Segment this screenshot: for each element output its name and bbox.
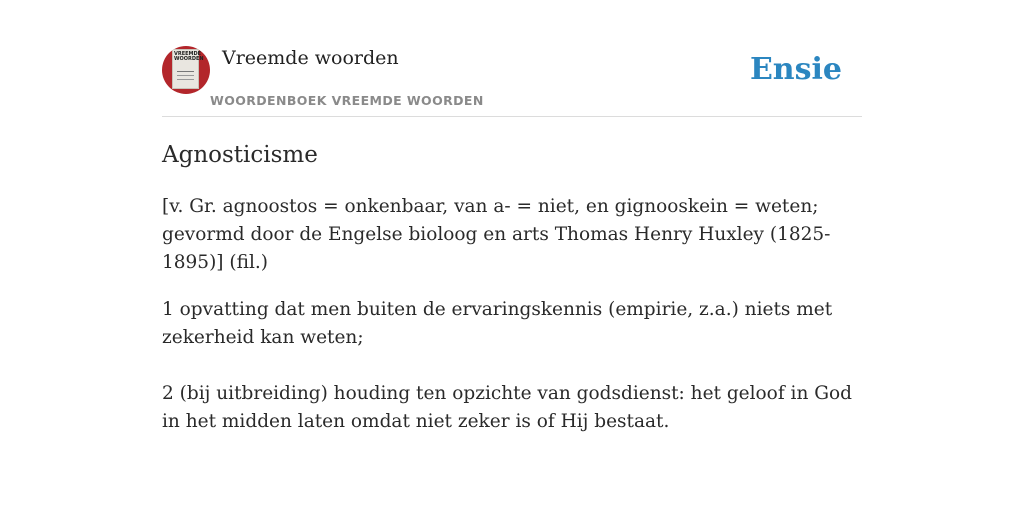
ensie-logo[interactable]: Ensie	[749, 52, 842, 87]
dictionary-avatar[interactable]	[162, 46, 210, 94]
dictionary-subtitle: WOORDENBOEK VREEMDE WOORDEN	[210, 93, 484, 108]
book-cover-icon	[172, 49, 204, 89]
definition-1: 1 opvatting dat men buiten de ervaringskennis (empirie, z.a.) niets met zekerheid kan weten;	[162, 299, 833, 348]
dictionary-name[interactable]: Vreemde woorden	[222, 47, 399, 69]
book-cover-title: VREEMDE WOORDEN	[174, 51, 204, 62]
book-cover-lines	[177, 71, 194, 72]
entry-term: Agnosticisme	[162, 142, 318, 168]
entry-content	[162, 193, 867, 436]
definition-spacer	[162, 352, 867, 380]
definition-2: 2 (bij uitbreiding) houding ten opzichte van godsdienst: het geloof in God in het midden laten omdat niet zeker is of Hij bestaat.	[162, 383, 853, 432]
entry-etymology: [v. Gr. agnoostos = onkenbaar, van a- = niet, en gignooskein = weten; gevormd door de Engelse bioloog en arts Thomas Henry Huxley (1825-1895)] (fil.)	[162, 196, 831, 273]
site-header	[162, 44, 862, 117]
